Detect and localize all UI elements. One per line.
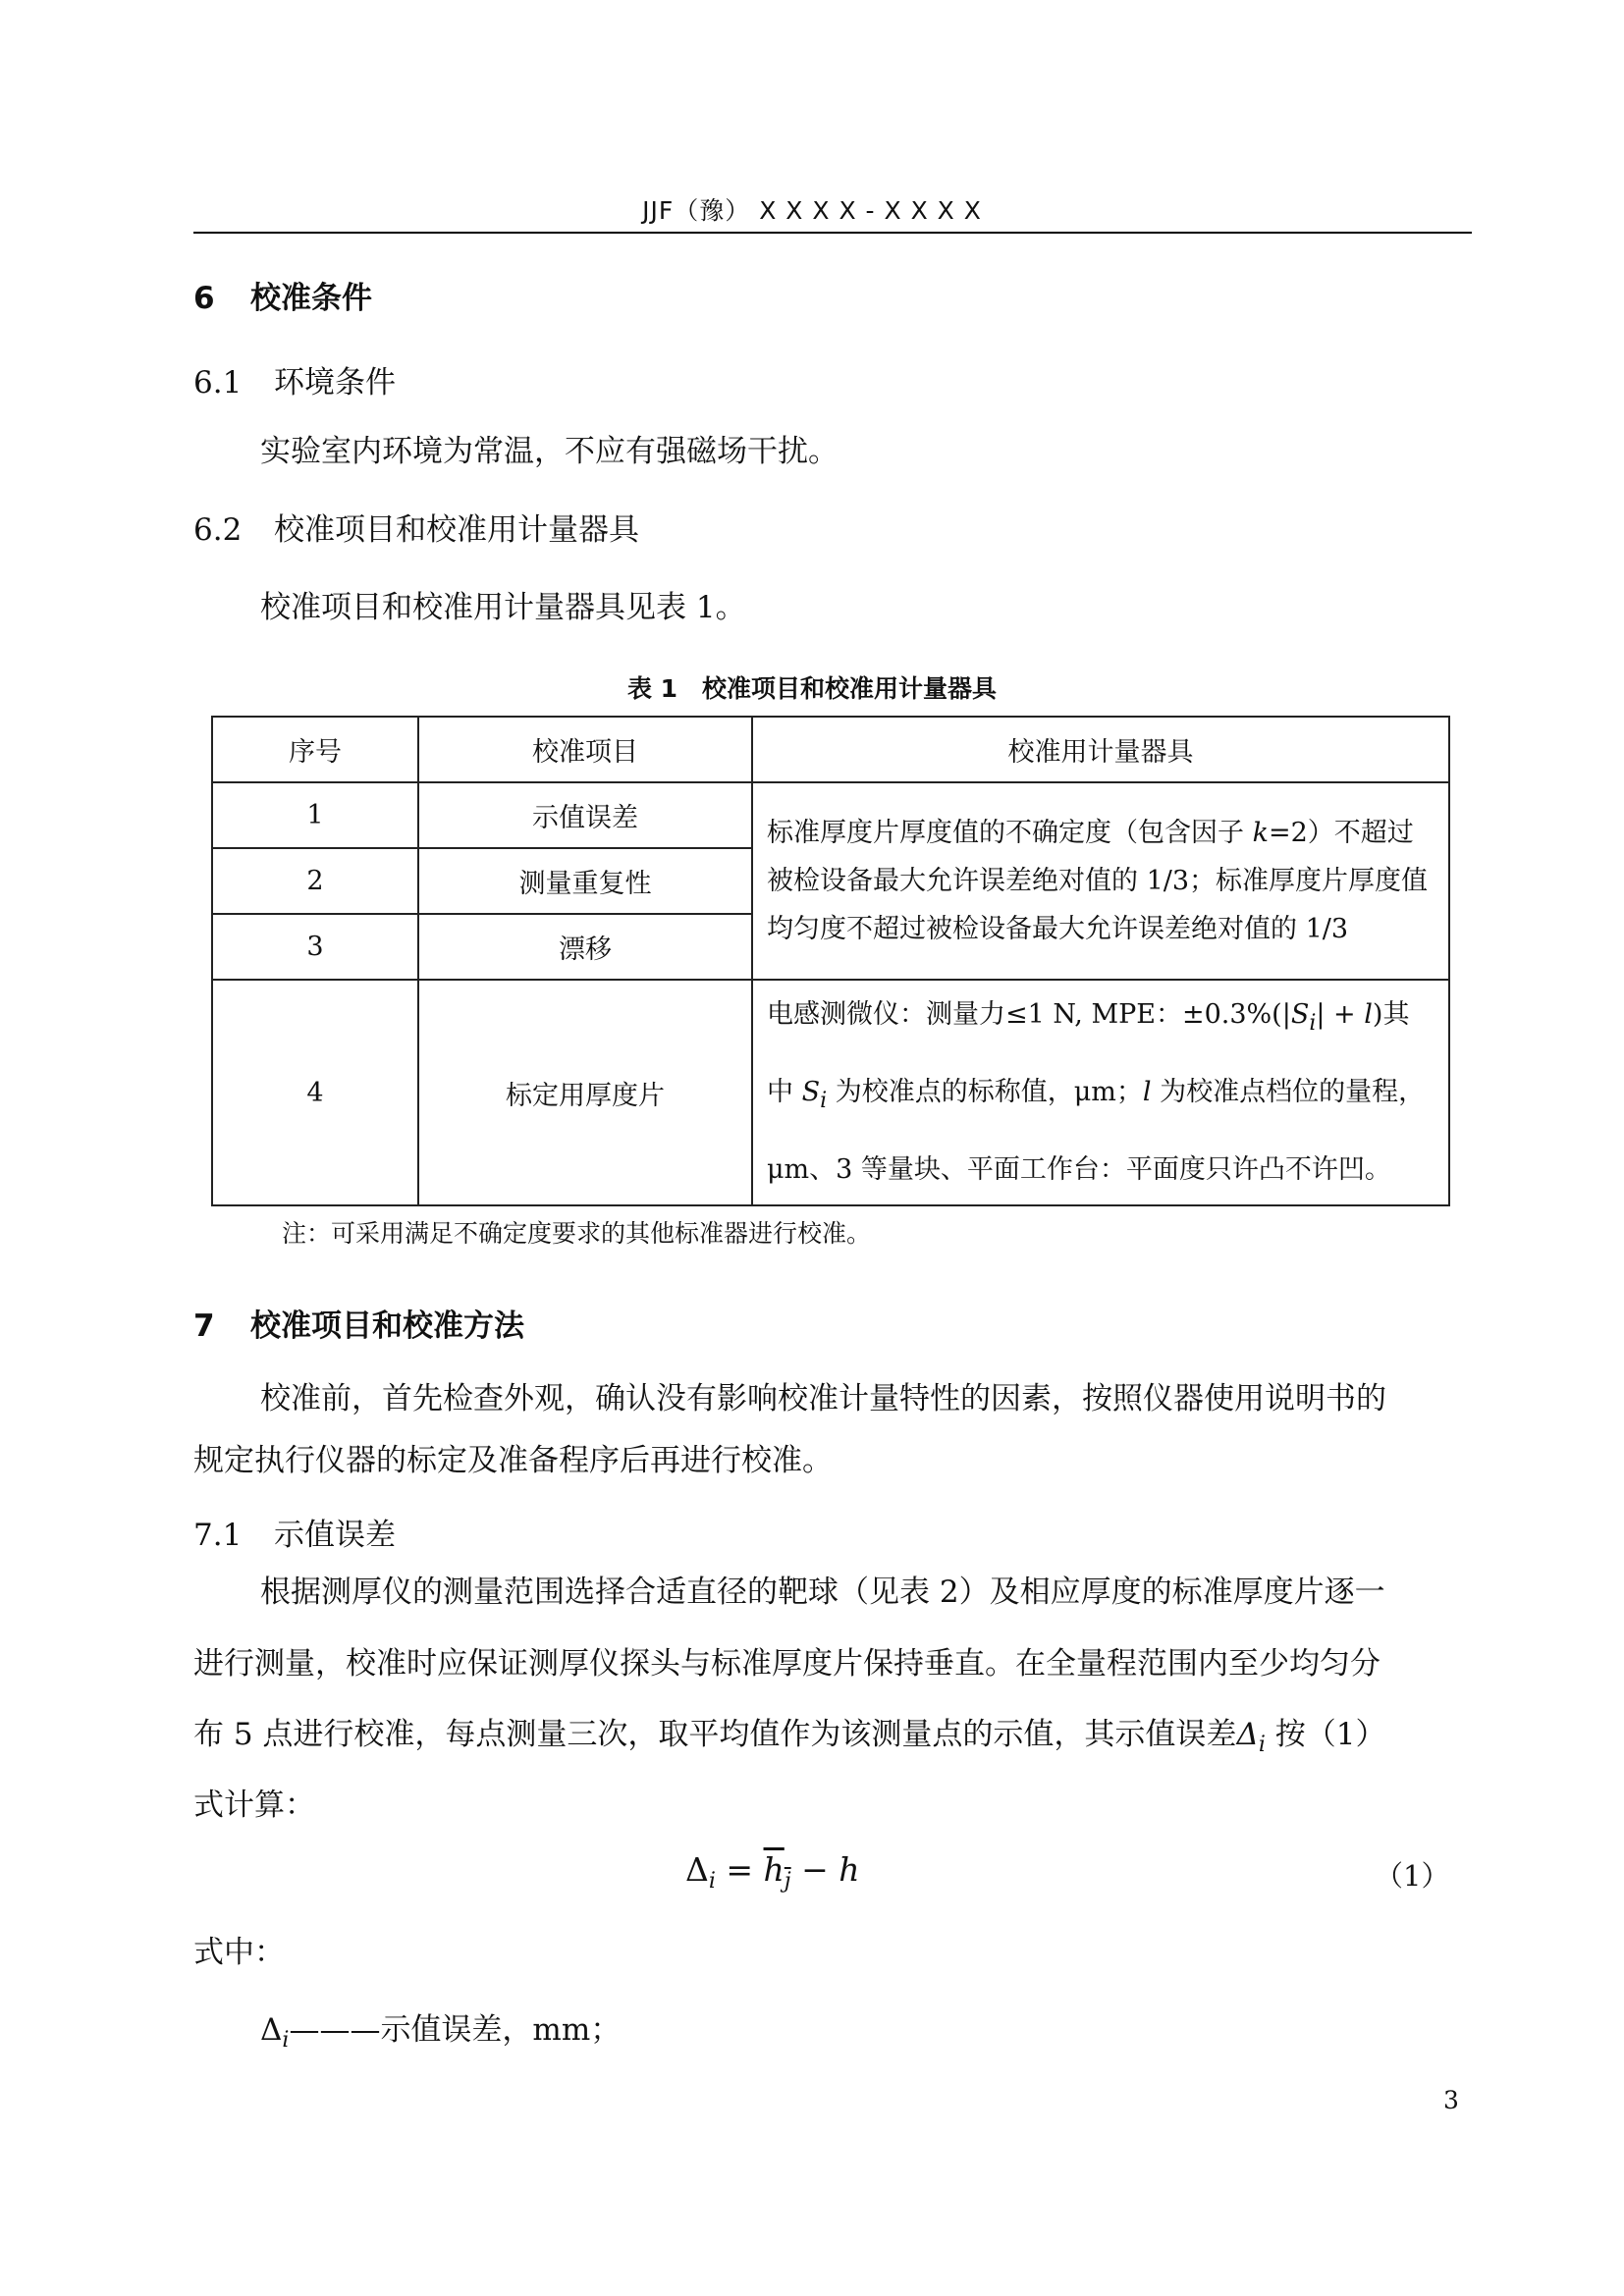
row-number: 4	[212, 980, 418, 1205]
table-header-row	[212, 717, 1449, 782]
row-item: 标定用厚度片	[418, 980, 752, 1205]
table-caption: 表 1 校准项目和校准用计量器具	[626, 674, 998, 703]
row-item: 漂移	[418, 914, 752, 980]
section-6-2-text: 校准项目和校准用计量器具见表 1。	[260, 590, 746, 625]
header-cell: 校准项目	[418, 717, 752, 782]
section-6-heading	[193, 273, 372, 317]
row-number: 1	[212, 782, 418, 848]
section-number: 6.1	[193, 365, 243, 400]
section-title: 示值误差	[274, 1518, 396, 1553]
section-number: 6	[193, 281, 215, 316]
header-cell: 序号	[212, 717, 418, 782]
section-7-1-text-line: 进行测量，校准时应保证测厚仪探头与标准厚度片保持垂直。在全量程范围内至少均匀分	[193, 1646, 1380, 1682]
where-definition: $\Delta_i———$示值误差，mm；	[260, 2012, 622, 2053]
formula-number: （1）	[1375, 1859, 1450, 1893]
row-number: 3	[212, 914, 418, 980]
row-item: 示值误差	[418, 782, 752, 848]
section-number: 7	[193, 1308, 215, 1344]
running-header: JJF（豫） X X X X - X X X X	[642, 196, 982, 225]
table-row	[212, 782, 1449, 848]
instrument-line: μm、3 等量块、平面工作台：平面度只许凸不许凹。	[767, 1154, 1391, 1185]
section-title: 校准项目和校准用计量器具	[274, 512, 639, 548]
section-number: 6.2	[193, 512, 243, 548]
row-number: 2	[212, 848, 418, 914]
section-7-text-line: 规定执行仪器的标定及准备程序后再进行校准。	[193, 1443, 833, 1478]
instrument-line: 电感测微仪：测量力≤1 N, MPE：$\pm 0.3\%(|S_i| + l)$其	[767, 999, 1410, 1036]
section-6-2-heading	[193, 505, 639, 549]
section-6-1-heading	[193, 357, 396, 401]
section-7-1-text-line: 式计算：	[193, 1788, 315, 1823]
section-title: 校准条件	[250, 281, 372, 316]
section-7-1-heading	[193, 1510, 396, 1554]
header-rule	[193, 232, 1472, 234]
instrument-line: 中 $S_i$ 为校准点的标称值，μm；l 为校准点档位的量程，	[767, 1077, 1426, 1113]
instrument-cell	[752, 980, 1449, 1205]
table-note: 注：可采用满足不确定度要求的其他标准器进行校准。	[282, 1219, 872, 1248]
instrument-cell: 标准厚度片厚度值的不确定度（包含因子 k=2）不超过被检设备最大允许误差绝对值的 1/3；标准厚度片厚度值均匀度不超过被检设备最大允许误差绝对值的 1/3	[752, 782, 1449, 980]
section-title: 校准项目和校准方法	[250, 1308, 524, 1344]
table-row	[212, 980, 1449, 1205]
section-7-text-line: 校准前，首先检查外观，确认没有影响校准计量特性的因素，按照仪器使用说明书的	[260, 1381, 1386, 1416]
section-7-1-text-line: 布 5 点进行校准，每点测量三次，取平均值作为该测量点的示值，其示值误差$\Delta_i$ 按（1）	[193, 1717, 1386, 1757]
calibration-table	[211, 716, 1450, 1206]
section-number: 7.1	[193, 1518, 243, 1553]
row-item: 测量重复性	[418, 848, 752, 914]
section-title: 环境条件	[274, 365, 396, 400]
section-6-1-text: 实验室内环境为常温，不应有强磁场干扰。	[260, 434, 839, 469]
header-cell: 校准用计量器具	[752, 717, 1449, 782]
where-label: 式中：	[193, 1935, 285, 1970]
section-7-1-text-line: 根据测厚仪的测量范围选择合适直径的靶球（见表 2）及相应厚度的标准厚度片逐一	[260, 1575, 1385, 1610]
section-7-heading	[193, 1301, 524, 1345]
page-number: 3	[1443, 2086, 1459, 2114]
formula-1: $\Delta_i = \overline{h}_{\overline{j}} - h$	[685, 1850, 860, 1894]
